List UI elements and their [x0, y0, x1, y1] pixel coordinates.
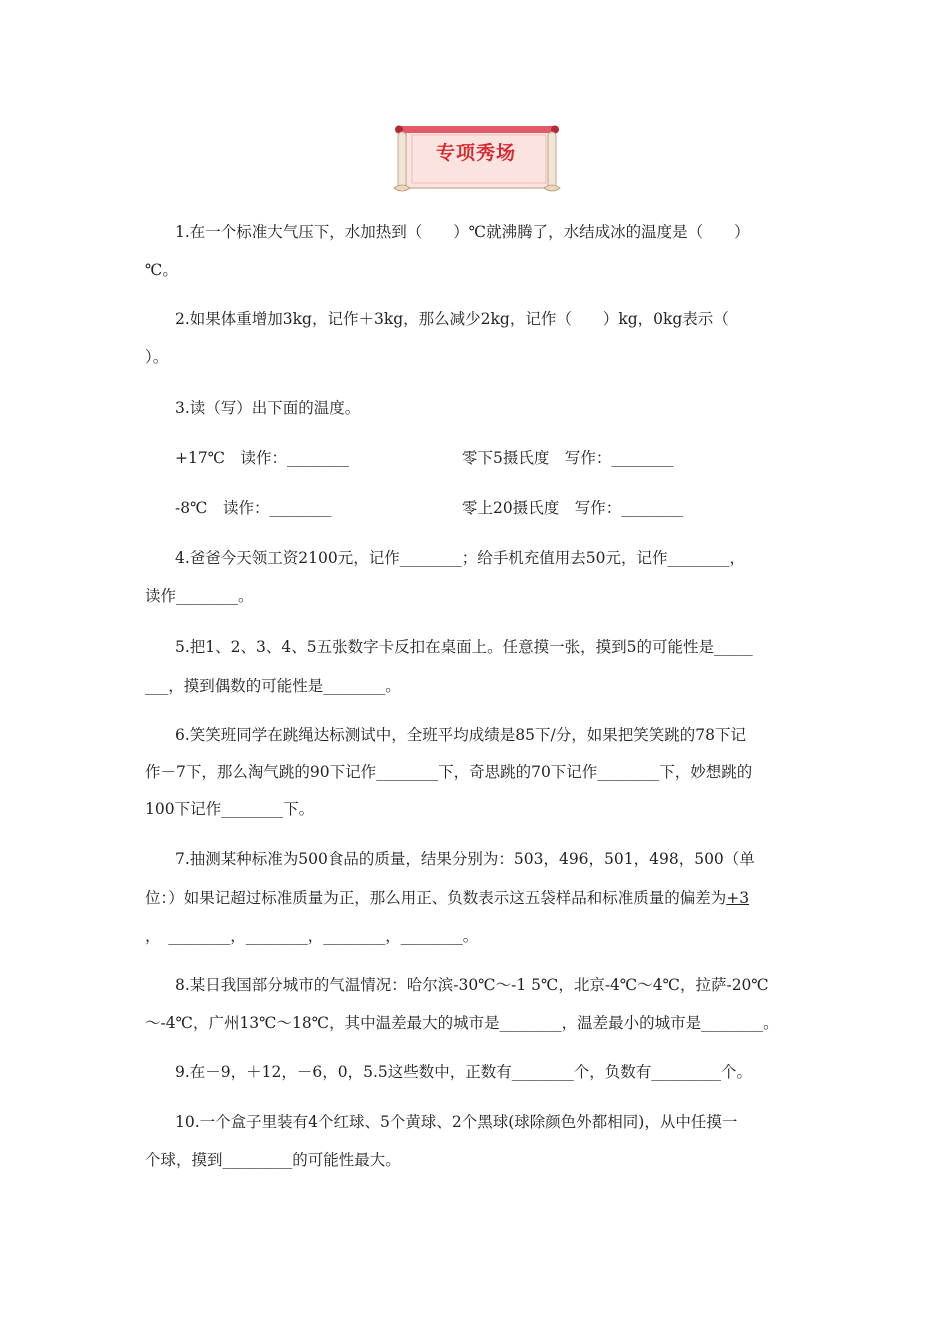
question-10-line-1: 10.一个盒子里装有4个红球、5个黄球、2个黑球(球除颜色外都相同)，从中任摸一: [175, 1113, 738, 1131]
question-6-line-3: 100下记作________下。: [145, 800, 315, 818]
question-3-row1-right: 零下5摄氏度 写作：________: [462, 449, 674, 467]
question-2-line-2: ）。: [145, 348, 169, 366]
question-1-line-2: ℃。: [145, 261, 178, 279]
question-2-line-1: 2.如果体重增加3kg，记作＋3kg，那么减少2kg，记作（ ）kg，0kg表示（: [175, 310, 729, 328]
question-7-line-2-text: 位：）如果记超过标准质量为正，那么用正、负数表示这五袋样品和标准质量的偏差为: [145, 889, 727, 907]
question-3-row2-left: -8℃ 读作：________: [175, 499, 332, 517]
question-6-line-2: 作－7下，那么淘气跳的90下记作________下，奇思跳的70下记作________下，妙想跳的: [145, 763, 753, 781]
question-3-row2-right: 零上20摄氏度 写作：________: [462, 499, 684, 517]
question-1-line-1: 1.在一个标准大气压下，水加热到（ ）℃就沸腾了，水结成冰的温度是（ ）: [175, 223, 750, 241]
question-7-line-2: [145, 888, 749, 908]
question-6-line-1: 6.笑笑班同学在跳绳达标测试中，全班平均成绩是85下/分，如果把笑笑跳的78下记: [175, 726, 746, 744]
question-8-line-2: ～-4℃，广州13℃～18℃，其中温差最大的城市是________，温差最小的城市是________。: [145, 1014, 779, 1032]
question-3-row1-left: +17℃ 读作：________: [175, 449, 350, 467]
banner-title: 专项秀场: [435, 142, 516, 164]
question-5-line-1: 5.把1、2、3、4、5五张数字卡反扣在桌面上。任意摸一张，摸到5的可能性是_____: [175, 638, 753, 656]
question-7-line-1: 7.抽测某种标准为500食品的质量，结果分别为：503，496，501，498，500（单: [175, 850, 755, 868]
question-3-line: 3.读（写）出下面的温度。: [175, 399, 361, 417]
question-4-line-2: 读作________。: [145, 587, 254, 605]
question-7-line-3: ， ________，________，________，________。: [145, 927, 479, 945]
question-8-line-1: 8.某日我国部分城市的气温情况：哈尔滨-30℃～-1 5℃，北京-4℃～4℃，拉萨-20℃: [175, 976, 769, 994]
question-7-underlined-value: +3: [726, 889, 750, 907]
question-9-line: 9.在－9，＋12，－6，0，5.5这些数中，正数有________个，负数有_________个。: [175, 1063, 752, 1081]
question-10-line-2: 个球，摸到_________的可能性最大。: [145, 1151, 401, 1169]
question-4-line-1: 4.爸爸今天领工资2100元，记作________；给手机充值用去50元，记作________，: [175, 549, 745, 567]
question-5-line-2: ___，摸到偶数的可能性是________。: [145, 677, 401, 695]
